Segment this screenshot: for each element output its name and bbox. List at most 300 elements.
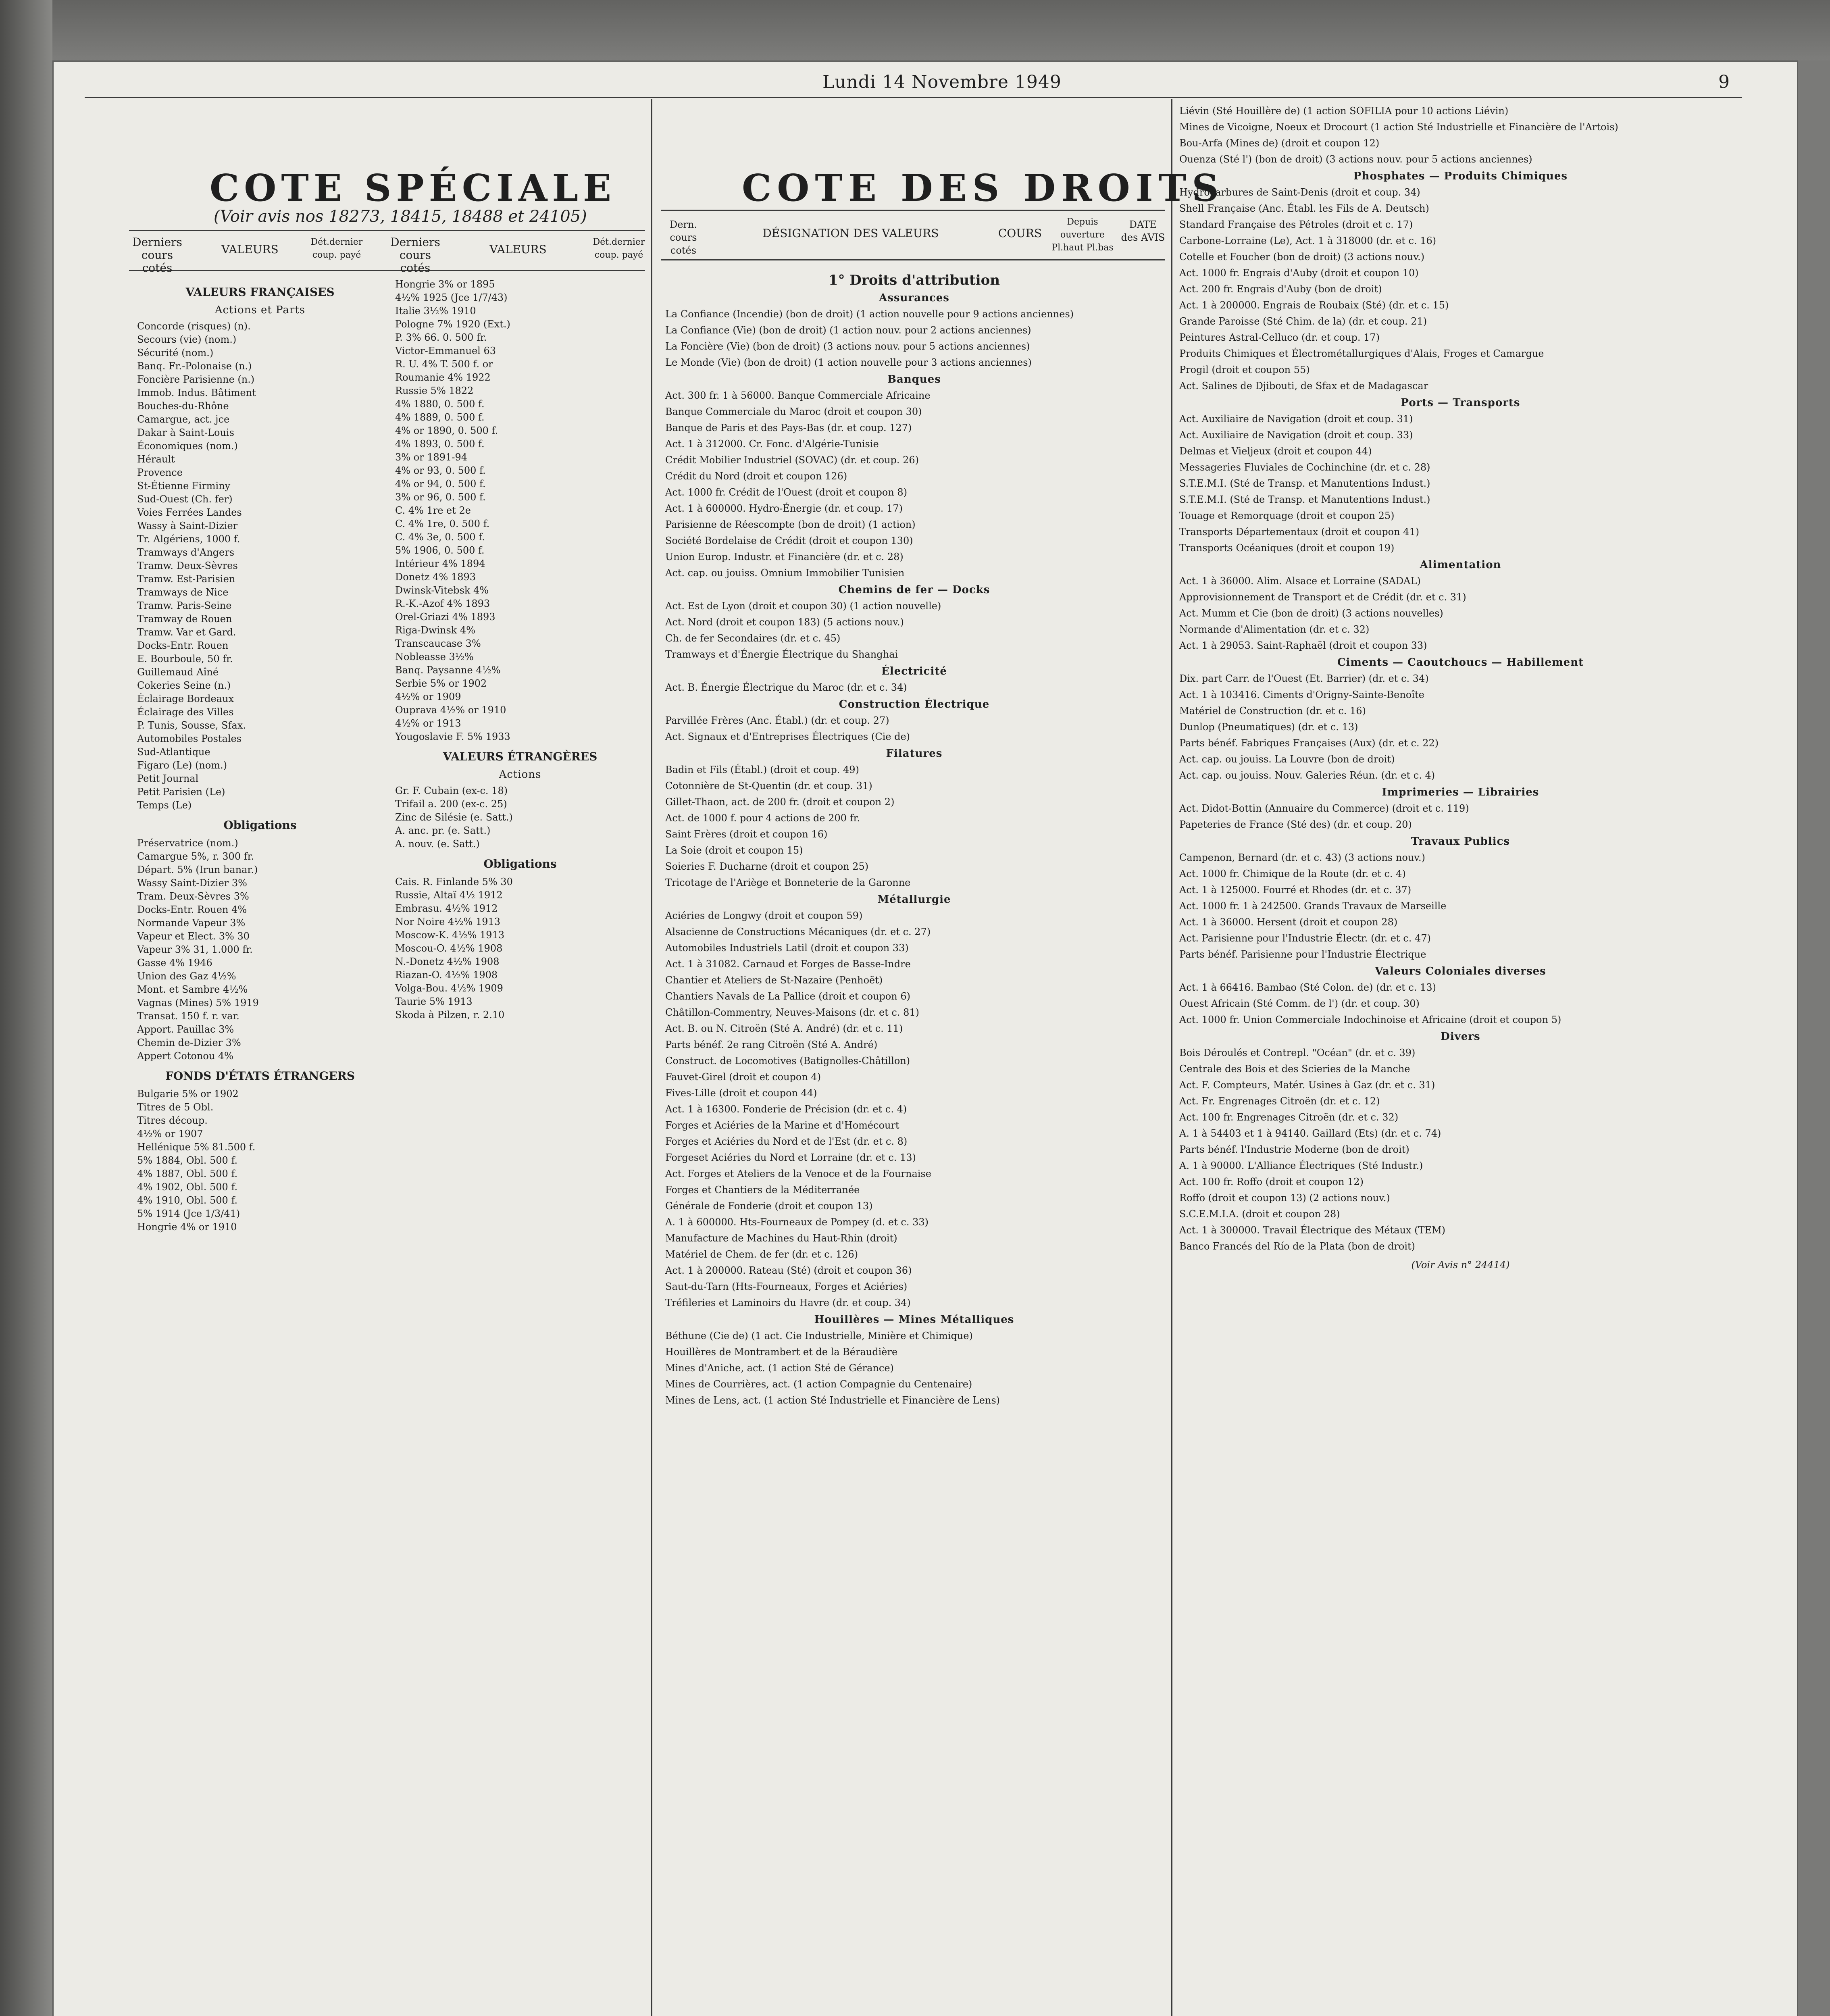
droit-entry: La Confiance (Incendie) (bon de droit) (1 action nouvelle pour 9 actions anciennes)	[665, 308, 1074, 320]
fonds-etranger-entry: Intérieur 4% 1894	[395, 558, 485, 569]
right-sections	[1179, 170, 1742, 1252]
valeur-entry: Banq. Fr.-Polonaise (n.)	[137, 360, 252, 372]
scan-left-shadow	[0, 0, 52, 2016]
valeur-entry: Cokeries Seine (n.)	[137, 680, 231, 691]
fonds-etranger-entry: C. 4% 3e, 0. 500 f.	[395, 531, 485, 543]
obligations-etrangeres-list	[395, 876, 645, 1021]
section-heading: Travaux Publics	[1411, 835, 1510, 848]
column-rule-1	[651, 99, 652, 2016]
droit-entry: Forges et Aciéries du Nord et de l'Est (dr. et c. 8)	[665, 1136, 908, 1147]
obligation-entry: Wassy Saint-Dizier 3%	[137, 877, 247, 889]
valeur-entry: Sud-Atlantique	[137, 746, 210, 758]
obligation-entry: Vapeur et Elect. 3% 30	[137, 931, 250, 942]
valeur-entry: Provence	[137, 467, 183, 478]
valeur-entry: Wassy à Saint-Dizier	[137, 520, 238, 531]
valeur-entry: Camargue, act. jce	[137, 414, 230, 425]
fonds-etranger-entry: Victor-Emmanuel 63	[395, 345, 496, 356]
valeur-entry: Immob. Indus. Bâtiment	[137, 387, 256, 398]
valeur-entry: E. Bourboule, 50 fr.	[137, 653, 233, 664]
droit-entry: Liévin (Sté Houillère de) (1 action SOFILIA pour 10 actions Liévin)	[1179, 105, 1509, 117]
valeur-entry: Guillemaud Aîné	[137, 666, 219, 678]
droit-entry: Shell Française (Anc. Établ. les Fils de A. Deutsch)	[1179, 203, 1429, 214]
obligation-entry: Chemin de-Dizier 3%	[137, 1037, 241, 1048]
droit-entry: Houillères de Montrambert et de la Béraudière	[665, 1346, 898, 1358]
droit-entry: Fives-Lille (droit et coupon 44)	[665, 1087, 817, 1099]
obligation-etrangere-entry: Russie, Altaï 4½ 1912	[395, 889, 503, 901]
header-cell: Dét.dernier coup. payé	[593, 237, 645, 260]
fonds-etranger-entry: R.-K.-Azof 4% 1893	[395, 598, 490, 609]
droit-entry: Act. Fr. Engrenages Citroën (dr. et c. 12)	[1179, 1095, 1380, 1107]
droit-entry: Act. 1000 fr. Chimique de la Route (dr. et c. 4)	[1179, 868, 1406, 879]
cote-des-droits-header	[661, 210, 1165, 260]
droit-entry: Béthune (Cie de) (1 act. Cie Industrielle, Minière et Chimique)	[665, 1330, 973, 1341]
cote-speciale-right-column	[395, 278, 645, 2016]
group-heading: VALEURS ÉTRANGÈRES	[443, 750, 598, 763]
droit-entry: Châtillon-Commentry, Neuves-Maisons (dr. et c. 81)	[665, 1007, 920, 1018]
fonds-etranger-entry: 4½% or 1909	[395, 691, 461, 702]
droit-entry: Act. 1 à 200000. Rateau (Sté) (droit et coupon 36)	[665, 1265, 912, 1276]
droit-entry: Act. 1000 fr. Union Commerciale Indochinoise et Africaine (droit et coupon 5)	[1179, 1014, 1561, 1025]
fonds-etranger-entry: 4½% 1925 (Jce 1/7/43)	[395, 292, 508, 303]
droit-entry: Alsacienne de Constructions Mécaniques (dr. et c. 27)	[665, 926, 931, 937]
droit-entry: Act. 1 à 103416. Ciments d'Origny-Sainte-Benoîte	[1179, 689, 1424, 700]
valeur-entry: Éclairage des Villes	[137, 706, 234, 718]
fonds-etranger-entry: Banq. Paysanne 4½%	[395, 664, 501, 676]
fonds-etat-entry: 4% 1910, Obl. 500 f.	[137, 1195, 238, 1206]
fonds-etranger-entry: 4% 1893, 0. 500 f.	[395, 438, 485, 450]
droit-entry: Act. Auxiliaire de Navigation (droit et coup. 31)	[1179, 413, 1413, 425]
droit-entry: Approvisionnement de Transport et de Crédit (dr. et c. 31)	[1179, 591, 1466, 603]
droit-entry: Gillet-Thaon, act. de 200 fr. (droit et coupon 2)	[665, 796, 895, 808]
droit-entry: S.T.E.M.I. (Sté de Transp. et Manutentions Indust.)	[1179, 478, 1430, 489]
fonds-etranger-entry: 4½% or 1913	[395, 718, 461, 729]
fonds-etats-list	[137, 1088, 383, 1233]
section-heading: Construction Électrique	[839, 698, 990, 710]
fonds-etat-entry: 4½% or 1907	[137, 1128, 203, 1139]
droit-entry: Aciéries de Longwy (droit et coupon 59)	[665, 910, 863, 921]
column-rule-2	[1171, 99, 1172, 2016]
droit-entry: Act. Forges et Ateliers de la Venoce et de la Fournaise	[665, 1168, 931, 1179]
cote-des-droits-title: COTE DES DROITS	[742, 166, 1224, 210]
droit-entry: Delmas et Vieljeux (droit et coupon 44)	[1179, 446, 1372, 457]
obligation-etrangere-entry: Skoda à Pilzen, r. 2.10	[395, 1009, 505, 1020]
header-cell: COURS	[998, 227, 1042, 240]
droit-entry: Carbone-Lorraine (Le), Act. 1 à 318000 (dr. et c. 16)	[1179, 235, 1437, 246]
cote-speciale-title: COTE SPÉCIALE	[210, 166, 616, 210]
page-number: 9	[1718, 72, 1730, 92]
droit-entry: Act. 100 fr. Engrenages Citroën (dr. et c. 32)	[1179, 1112, 1399, 1123]
running-head-date: Lundi 14 Novembre 1949	[822, 72, 1062, 92]
droit-entry: Cotelle et Foucher (bon de droit) (3 actions nouv.)	[1179, 251, 1425, 262]
droit-entry: Matériel de Chem. de fer (dr. et c. 126)	[665, 1249, 858, 1260]
fonds-etranger-entry: Ouprava 4½% or 1910	[395, 704, 506, 716]
obligation-entry: Tram. Deux-Sèvres 3%	[137, 891, 249, 902]
droit-entry: A. 1 à 90000. L'Alliance Électriques (Sté Industr.)	[1179, 1160, 1423, 1171]
droit-entry: Crédit du Nord (droit et coupon 126)	[665, 471, 847, 482]
section-title: 1° Droits d'attribution	[828, 272, 1000, 288]
fonds-etranger-entry: Dwinsk-Vitebsk 4%	[395, 585, 489, 596]
fonds-etranger-entry: Italie 3½% 1910	[395, 305, 476, 317]
obligation-entry: Vagnas (Mines) 5% 1919	[137, 997, 259, 1008]
footnote: (Voir Avis n° 24414)	[1411, 1259, 1510, 1270]
top-rule	[85, 97, 1742, 98]
valeur-entry: Temps (Le)	[137, 800, 192, 811]
droit-entry: Act. 1 à 36000. Hersent (droit et coupon 28)	[1179, 916, 1398, 928]
cote-speciale-left-column	[137, 278, 383, 2016]
droit-entry: Chantier et Ateliers de St-Nazaire (Penhoët)	[665, 975, 883, 986]
droit-entry: Act. cap. ou jouiss. Omnium Immobilier Tunisien	[665, 567, 905, 579]
section-heading: Assurances	[879, 292, 949, 304]
fonds-etranger-entry: 4% 1889, 0. 500 f.	[395, 412, 485, 423]
section-heading: Ports — Transports	[1401, 397, 1520, 409]
section-heading: Chemins de fer — Docks	[838, 584, 990, 596]
fonds-etranger-entry: Nobleasse 3½%	[395, 651, 474, 662]
droit-entry: Forgeset Aciéries du Nord et Lorraine (dr. et c. 13)	[665, 1152, 916, 1163]
droit-entry: Act. 1 à 600000. Hydro-Énergie (dr. et coup. 17)	[665, 503, 903, 514]
header-cell: DATE des AVIS	[1121, 219, 1165, 243]
fonds-etat-entry: Hongrie 4% or 1910	[137, 1221, 237, 1233]
fonds-etranger-entry: 5% 1906, 0. 500 f.	[395, 545, 485, 556]
obligation-entry: Mont. et Sambre 4½%	[137, 984, 248, 995]
droit-entry: Act. 100 fr. Roffo (droit et coupon 12)	[1179, 1176, 1364, 1187]
fonds-etranger-entry: Riga-Dwinsk 4%	[395, 625, 476, 636]
droit-entry: Banco Francés del Río de la Plata (bon de droit)	[1179, 1241, 1416, 1252]
droit-entry: Touage et Remorquage (droit et coupon 25)	[1179, 510, 1395, 521]
droit-entry: Manufacture de Machines du Haut-Rhin (droit)	[665, 1233, 897, 1244]
right-top-list	[1179, 105, 1742, 165]
group-heading: Obligations	[483, 857, 557, 871]
droit-entry: Act. cap. ou jouiss. La Louvre (bon de droit)	[1179, 754, 1395, 765]
droit-entry: Act. 1000 fr. Engrais d'Auby (droit et coupon 10)	[1179, 267, 1419, 279]
droit-entry: Act. 1000 fr. 1 à 242500. Grands Travaux de Marseille	[1179, 900, 1447, 912]
header-cell: Depuis ouverture Pl.haut Pl.bas	[1051, 217, 1114, 253]
droit-entry: Hydrocarbures de Saint-Denis (droit et coup. 34)	[1179, 187, 1420, 198]
fonds-etat-entry: Titres découp.	[137, 1115, 208, 1126]
valeur-entry: Économiques (nom.)	[137, 440, 238, 452]
droit-entry: Ouest Africain (Sté Comm. de l') (dr. et coup. 30)	[1179, 998, 1420, 1009]
cote-speciale-subtitle: (Voir avis nos 18273, 18415, 18488 et 24105)	[214, 207, 587, 226]
obligation-entry: Départ. 5% (Irun banar.)	[137, 864, 258, 875]
fonds-etranger-entry: P. 3% 66. 0. 500 fr.	[395, 332, 487, 343]
valeur-entry: Tramw. Est-Parisien	[137, 573, 235, 585]
valeur-entry: Foncière Parisienne (n.)	[137, 374, 255, 385]
obligation-etrangere-entry: N.-Donetz 4½% 1908	[395, 956, 500, 967]
valeurs-francaises-list	[137, 320, 383, 811]
valeur-entry: Éclairage Bordeaux	[137, 693, 234, 704]
valeur-entry: P. Tunis, Sousse, Sfax.	[137, 720, 246, 731]
droit-entry: Act. 1 à 29053. Saint-Raphaël (droit et coupon 33)	[1179, 640, 1427, 651]
obligation-etrangere-entry: Embrasu. 4½% 1912	[395, 903, 498, 914]
droit-entry: Act. 300 fr. 1 à 56000. Banque Commerciale Africaine	[665, 390, 931, 401]
droit-entry: La Foncière (Vie) (bon de droit) (3 actions nouv. pour 5 actions anciennes)	[665, 341, 1030, 352]
section-heading: Filatures	[886, 748, 943, 760]
droit-entry: A. 1 à 600000. Hts-Fourneaux de Pompey (d. et c. 33)	[665, 1216, 929, 1228]
droit-entry: Union Europ. Industr. et Financière (dr. et c. 28)	[665, 551, 904, 562]
section-heading: Métallurgie	[877, 893, 951, 906]
valeurs-etrangeres-list	[395, 785, 645, 850]
obligations-list	[137, 837, 383, 1062]
section-heading: Phosphates — Produits Chimiques	[1353, 170, 1568, 182]
section-heading: Imprimeries — Librairies	[1382, 786, 1539, 798]
droit-entry: La Confiance (Vie) (bon de droit) (1 action nouv. pour 2 actions anciennes)	[665, 325, 1031, 336]
valeur-entry: Docks-Entr. Rouen	[137, 640, 229, 651]
droit-entry: Le Monde (Vie) (bon de droit) (1 action nouvelle pour 3 actions anciennes)	[665, 357, 1032, 368]
droit-entry: Act. 1 à 300000. Travail Électrique des Métaux (TEM)	[1179, 1225, 1445, 1236]
droit-entry: Tramways et d'Énergie Électrique du Shanghai	[665, 649, 898, 660]
valeur-etrangere-entry: Gr. F. Cubain (ex-c. 18)	[395, 785, 508, 796]
group-subheading: Actions et Parts	[214, 304, 306, 316]
obligation-entry: Gasse 4% 1946	[137, 957, 212, 968]
fonds-etranger-entry: 4% 1880, 0. 500 f.	[395, 398, 485, 410]
droit-entry: Act. Signaux et d'Entreprises Électriques (Cie de)	[665, 731, 910, 742]
fonds-etranger-entry: R. U. 4% T. 500 f. or	[395, 358, 493, 370]
droit-entry: Saint Frères (droit et coupon 16)	[665, 829, 828, 840]
section-heading: Valeurs Coloniales diverses	[1375, 965, 1546, 977]
droit-entry: Act. 1 à 312000. Cr. Fonc. d'Algérie-Tunisie	[665, 438, 879, 450]
fonds-etranger-entry: Roumanie 4% 1922	[395, 372, 491, 383]
droit-entry: Générale de Fonderie (droit et coupon 13)	[665, 1200, 873, 1212]
valeur-entry: Tramway de Rouen	[137, 613, 232, 625]
fonds-etranger-entry: Pologne 7% 1920 (Ext.)	[395, 319, 510, 330]
droit-entry: Mines de Courrières, act. (1 action Compagnie du Centenaire)	[665, 1379, 972, 1390]
obligation-entry: Docks-Entr. Rouen 4%	[137, 904, 247, 915]
fonds-etranger-entry: 3% or 1891-94	[395, 452, 467, 463]
droit-entry: Act. B. ou N. Citroën (Sté A. André) (dr. et c. 11)	[665, 1023, 903, 1034]
fonds-etat-entry: 5% 1914 (Jce 1/3/41)	[137, 1208, 240, 1219]
valeur-entry: Tramw. Paris-Seine	[137, 600, 232, 611]
group-heading: VALEURS FRANÇAISES	[185, 285, 335, 299]
fonds-etat-entry: Titres de 5 Obl.	[137, 1102, 214, 1113]
fonds-etranger-entry: Russie 5% 1822	[395, 385, 474, 396]
fonds-etat-entry: 4% 1887, Obl. 500 f.	[137, 1168, 238, 1179]
droit-entry: Centrale des Bois et des Scieries de la Manche	[1179, 1063, 1410, 1075]
droit-entry: Grande Paroisse (Sté Chim. de la) (dr. et coup. 21)	[1179, 316, 1427, 327]
header-cell: Dét.dernier coup. payé	[310, 237, 363, 260]
droit-entry: Automobiles Industriels Latil (droit et coupon 33)	[665, 942, 909, 954]
obligation-entry: Normande Vapeur 3%	[137, 917, 246, 929]
valeur-entry: Secours (vie) (nom.)	[137, 334, 237, 345]
droit-entry: Act. Mumm et Cie (bon de droit) (3 actions nouvelles)	[1179, 608, 1443, 619]
droit-entry: Produits Chimiques et Électrométallurgiques d'Alais, Froges et Camargue	[1179, 348, 1544, 359]
fonds-etranger-entry: C. 4% 1re et 2e	[395, 505, 471, 516]
droit-entry: Peintures Astral-Celluco (dr. et coup. 17)	[1179, 332, 1380, 343]
droit-entry: Banque Commerciale du Maroc (droit et coupon 30)	[665, 406, 922, 417]
section-heading: Alimentation	[1420, 559, 1501, 571]
fonds-etranger-entry: Hongrie 3% or 1895	[395, 279, 495, 290]
fonds-etat-entry: 4% 1902, Obl. 500 f.	[137, 1181, 238, 1193]
valeur-etrangere-entry: Trifail a. 200 (ex-c. 25)	[395, 798, 507, 810]
droit-entry: Act. 1 à 16300. Fonderie de Précision (dr. et c. 4)	[665, 1104, 907, 1115]
valeur-entry: Tramw. Deux-Sèvres	[137, 560, 238, 571]
droit-entry: S.T.E.M.I. (Sté de Transp. et Manutentions Indust.)	[1179, 494, 1430, 505]
valeur-entry: Tramw. Var et Gard.	[137, 627, 236, 638]
droit-entry: Transports Océaniques (droit et coupon 19)	[1179, 542, 1395, 554]
droit-entry: La Soie (droit et coupon 15)	[665, 845, 803, 856]
fonds-etranger-entry: Yougoslavie F. 5% 1933	[395, 731, 510, 742]
fonds-etat-entry: Hellénique 5% 81.500 f.	[137, 1141, 256, 1153]
droit-entry: Banque de Paris et des Pays-Bas (dr. et coup. 127)	[665, 422, 912, 433]
obligation-etrangere-entry: Taurie 5% 1913	[395, 996, 473, 1007]
obligation-entry: Camargue 5%, r. 300 fr.	[137, 851, 254, 862]
fonds-etranger-entry: 4% or 94, 0. 500 f.	[395, 478, 486, 489]
fonds-etranger-entry: Donetz 4% 1893	[395, 571, 476, 583]
droit-entry: Act. F. Compteurs, Matér. Usines à Gaz (dr. et c. 31)	[1179, 1079, 1435, 1091]
droit-entry: Messageries Fluviales de Cochinchine (dr. et c. 28)	[1179, 462, 1430, 473]
droit-entry: Dix. part Carr. de l'Ouest (Et. Barrier) (dr. et c. 34)	[1179, 673, 1429, 684]
section-heading: Banques	[887, 373, 941, 385]
group-subheading: Actions	[499, 768, 541, 781]
valeur-entry: Sud-Ouest (Ch. fer)	[137, 494, 233, 505]
droit-entry: Act. 1 à 200000. Engrais de Roubaix (Sté) (dr. et c. 15)	[1179, 300, 1449, 311]
droit-entry: Matériel de Construction (dr. et c. 16)	[1179, 705, 1366, 716]
droit-entry: Parts bénéf. l'Industrie Moderne (bon de droit)	[1179, 1144, 1409, 1155]
section-heading: Divers	[1441, 1031, 1480, 1043]
obligation-etrangere-entry: Cais. R. Finlande 5% 30	[395, 876, 513, 887]
valeur-entry: Figaro (Le) (nom.)	[137, 760, 227, 771]
section-heading: Houillères — Mines Métalliques	[814, 1314, 1014, 1326]
droit-entry: Act. cap. ou jouiss. Nouv. Galeries Réun. (dr. et c. 4)	[1179, 770, 1435, 781]
valeur-entry: Petit Parisien (Le)	[137, 786, 225, 798]
obligation-etrangere-entry: Moscow-K. 4½% 1913	[395, 929, 505, 941]
valeur-entry: Tramways de Nice	[137, 587, 229, 598]
obligation-entry: Transat. 150 f. r. var.	[137, 1010, 239, 1022]
droit-entry: Act. de 1000 f. pour 4 actions de 200 fr.	[665, 812, 860, 824]
header-cell: VALEURS	[489, 243, 547, 256]
obligation-entry: Vapeur 3% 31, 1.000 fr.	[137, 944, 253, 955]
droit-entry: Act. Salines de Djibouti, de Sfax et de Madagascar	[1179, 380, 1428, 392]
header-cell: VALEURS	[221, 243, 279, 256]
cote-speciale-header	[129, 230, 645, 275]
droit-entry: Chantiers Navals de La Pallice (droit et coupon 6)	[665, 991, 911, 1002]
obligation-entry: Appert Cotonou 4%	[137, 1050, 233, 1062]
droit-entry: Bois Déroulés et Contrepl. "Océan" (dr. et c. 39)	[1179, 1047, 1416, 1058]
obligation-etrangere-entry: Riazan-O. 4½% 1908	[395, 969, 498, 981]
droit-entry: Act. 1 à 66416. Bambao (Sté Colon. de) (dr. et c. 13)	[1179, 982, 1436, 993]
fonds-etrangers-list	[395, 278, 645, 743]
droit-entry: Act. Est de Lyon (droit et coupon 30) (1 action nouvelle)	[665, 600, 941, 612]
droit-entry: Papeteries de France (Sté des) (dr. et coup. 20)	[1179, 819, 1412, 830]
droit-entry: Parts bénéf. 2e rang Citroën (Sté A. André)	[665, 1039, 878, 1050]
droit-entry: Tricotage de l'Ariège et Bonneterie de la Garonne	[665, 877, 911, 888]
droit-entry: Ch. de fer Secondaires (dr. et c. 45)	[665, 633, 841, 644]
obligation-etrangere-entry: Moscou-O. 4½% 1908	[395, 943, 503, 954]
valeur-entry: Voies Ferrées Landes	[137, 507, 242, 518]
valeur-etrangere-entry: A. anc. pr. (e. Satt.)	[395, 825, 491, 836]
obligation-entry: Union des Gaz 4½%	[137, 971, 236, 982]
droit-entry: Act. 1 à 125000. Fourré et Rhodes (dr. et c. 37)	[1179, 884, 1412, 896]
obligation-etrangere-entry: Nor Noire 4½% 1913	[395, 916, 501, 927]
cote-des-droits-column	[665, 266, 1163, 2016]
droit-entry: Act. 1 à 36000. Alim. Alsace et Lorraine (SADAL)	[1179, 575, 1421, 587]
fonds-etranger-entry: 3% or 96, 0. 500 f.	[395, 492, 486, 503]
valeur-entry: Petit Journal	[137, 773, 199, 784]
droit-entry: S.C.E.M.I.A. (droit et coupon 28)	[1179, 1208, 1340, 1220]
fonds-etranger-entry: Serbie 5% or 1902	[395, 678, 487, 689]
valeur-entry: Hérault	[137, 454, 175, 465]
header-cell: Derniers cours cotés	[390, 235, 440, 275]
droit-entry: Fauvet-Girel (droit et coupon 4)	[665, 1071, 821, 1083]
scan-top-shadow	[0, 0, 1830, 60]
fonds-etat-entry: Bulgarie 5% or 1902	[137, 1088, 239, 1100]
droit-entry: Transports Départementaux (droit et coupon 41)	[1179, 526, 1420, 537]
droit-entry: Act. 1000 fr. Crédit de l'Ouest (droit et coupon 8)	[665, 487, 908, 498]
droit-entry: Mines de Vicoigne, Noeux et Drocourt (1 action Sté Industrielle et Financière de l'Artois)	[1179, 121, 1618, 133]
right-column	[1179, 105, 1742, 2016]
valeur-entry: Tr. Algériens, 1000 f.	[137, 533, 240, 545]
droit-entry: Act. Nord (droit et coupon 183) (5 actions nouv.)	[665, 616, 904, 628]
droit-entry: Mines d'Aniche, act. (1 action Sté de Gérance)	[665, 1362, 894, 1374]
valeur-entry: Tramways d'Angers	[137, 547, 235, 558]
valeur-entry: Concorde (risques) (n).	[137, 321, 251, 332]
droits-sections	[665, 292, 1163, 1406]
valeur-entry: Bouches-du-Rhône	[137, 400, 229, 412]
droit-entry: Tréfileries et Laminoirs du Havre (dr. et coup. 34)	[665, 1297, 911, 1308]
valeur-entry: St-Étienne Firminy	[137, 480, 231, 492]
obligation-entry: Préservatrice (nom.)	[137, 837, 238, 849]
droit-entry: Forges et Chantiers de la Méditerranée	[665, 1184, 860, 1195]
droit-entry: Parvillée Frères (Anc. Établ.) (dr. et coup. 27)	[665, 715, 889, 726]
droit-entry: Act. B. Énergie Électrique du Maroc (dr. et c. 34)	[665, 682, 907, 693]
droit-entry: Mines de Lens, act. (1 action Sté Industrielle et Financière de Lens)	[665, 1395, 1000, 1406]
section-heading: Ciments — Caoutchoucs — Habillement	[1337, 656, 1584, 669]
obligation-entry: Apport. Pauillac 3%	[137, 1024, 234, 1035]
fonds-etranger-entry: 4% or 93, 0. 500 f.	[395, 465, 486, 476]
droit-entry: Dunlop (Pneumatiques) (dr. et c. 13)	[1179, 721, 1358, 733]
droit-entry: Badin et Fils (Établ.) (droit et coup. 49)	[665, 764, 859, 775]
fonds-etat-entry: 5% 1884, Obl. 500 f.	[137, 1155, 238, 1166]
header-cell: DÉSIGNATION DES VALEURS	[762, 227, 939, 240]
valeur-entry: Automobiles Postales	[137, 733, 242, 744]
droit-entry: A. 1 à 54403 et 1 à 94140. Gaillard (Ets) (dr. et c. 74)	[1179, 1128, 1441, 1139]
group-heading: FONDS D'ÉTATS ÉTRANGERS	[165, 1069, 355, 1083]
fonds-etranger-entry: Orel-Griazi 4% 1893	[395, 611, 495, 623]
droit-entry: Progil (droit et coupon 55)	[1179, 364, 1310, 375]
droit-entry: Act. Auxiliaire de Navigation (droit et coup. 33)	[1179, 429, 1413, 441]
droit-entry: Normande d'Alimentation (dr. et c. 32)	[1179, 624, 1370, 635]
droit-entry: Act. 200 fr. Engrais d'Auby (bon de droit)	[1179, 283, 1382, 295]
header-cell: Dern. cours cotés	[669, 219, 697, 256]
valeur-etrangere-entry: Zinc de Silésie (e. Satt.)	[395, 812, 513, 823]
droit-entry: Cotonnière de St-Quentin (dr. et coup. 31)	[665, 780, 872, 791]
fonds-etranger-entry: C. 4% 1re, 0. 500 f.	[395, 518, 490, 529]
valeur-entry: Dakar à Saint-Louis	[137, 427, 234, 438]
droit-entry: Parts bénéf. Fabriques Françaises (Aux) (dr. et c. 22)	[1179, 737, 1439, 749]
fonds-etranger-entry: Transcaucase 3%	[395, 638, 481, 649]
droit-entry: Act. Parisienne pour l'Industrie Électr. (dr. et c. 47)	[1179, 933, 1431, 944]
fonds-etranger-entry: 4% or 1890, 0. 500 f.	[395, 425, 498, 436]
droit-entry: Bou-Arfa (Mines de) (droit et coupon 12)	[1179, 137, 1380, 149]
droit-entry: Ouenza (Sté l') (bon de droit) (3 actions nouv. pour 5 actions anciennes)	[1179, 154, 1532, 165]
droit-entry: Construct. de Locomotives (Batignolles-Châtillon)	[665, 1055, 910, 1066]
valeur-entry: Sécurité (nom.)	[137, 347, 214, 358]
droit-entry: Crédit Mobilier Industriel (SOVAC) (dr. et coup. 26)	[665, 454, 919, 466]
droit-entry: Standard Française des Pétroles (droit et c. 17)	[1179, 219, 1413, 230]
droit-entry: Parisienne de Réescompte (bon de droit) (1 action)	[665, 519, 916, 530]
droit-entry: Roffo (droit et coupon 13) (2 actions nouv.)	[1179, 1192, 1390, 1204]
droit-entry: Campenon, Bernard (dr. et c. 43) (3 actions nouv.)	[1179, 852, 1425, 863]
droit-entry: Forges et Aciéries de la Marine et d'Homécourt	[665, 1120, 899, 1131]
droit-entry: Act. Didot-Bottin (Annuaire du Commerce) (droit et c. 119)	[1179, 803, 1469, 814]
droit-entry: Saut-du-Tarn (Hts-Fourneaux, Forges et Aciéries)	[665, 1281, 908, 1292]
droit-entry: Soieries F. Ducharne (droit et coupon 25)	[665, 861, 869, 872]
group-heading: Obligations	[223, 818, 297, 832]
droit-entry: Parts bénéf. Parisienne pour l'Industrie Électrique	[1179, 949, 1426, 960]
obligation-etrangere-entry: Volga-Bou. 4½% 1909	[395, 983, 503, 994]
droit-entry: Act. 1 à 31082. Carnaud et Forges de Basse-Indre	[665, 958, 911, 970]
valeur-etrangere-entry: A. nouv. (e. Satt.)	[395, 838, 480, 850]
header-cell: Derniers cours cotés	[132, 235, 182, 275]
droit-entry: Société Bordelaise de Crédit (droit et coupon 130)	[665, 535, 913, 546]
